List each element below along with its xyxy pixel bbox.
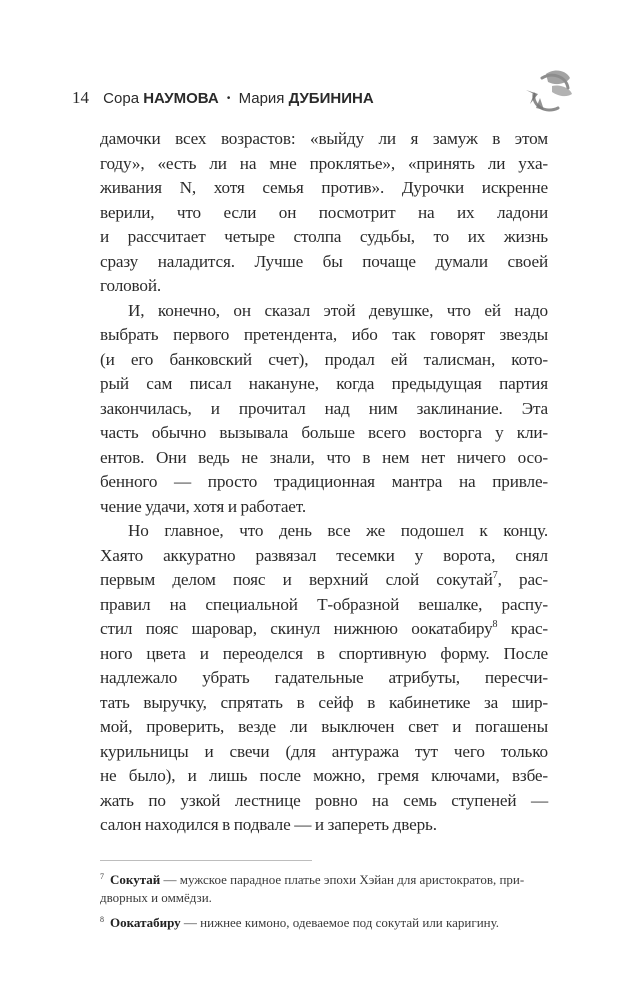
footnote-8 (100, 911, 548, 932)
text-line: не было), и лишь после можно, гремя ключами, взбе- (100, 766, 548, 785)
page-content (100, 127, 548, 932)
text-line: курильницы и свечи (для антуража тут чего только (100, 741, 548, 761)
koi-fish-emblem-icon (522, 64, 574, 116)
text-line: верили, что если он посмотрит на их ладони (100, 202, 548, 222)
text-line: бенного — просто традиционная мантра на привле- (100, 472, 548, 491)
author1-last-name: НАУМОВА (143, 90, 219, 107)
text-line: мой, проверить, везде ли выключен свет и погашены (100, 717, 548, 736)
footnote-line (100, 911, 548, 932)
footnote-term: Сокутай (110, 871, 161, 887)
footnote-7 (100, 868, 548, 907)
footnote-text: — мужское парадное платье эпохи Хэйан для аристократов, при- (160, 871, 525, 887)
text-line: Хаято аккуратно развязал тесемки у ворота, снял (100, 545, 548, 565)
paragraph-start-line: И, конечно, он сказал этой девушке, что ей надо (128, 300, 548, 320)
body-text (100, 127, 548, 838)
footnotes (100, 868, 548, 932)
text-line: правил на специальной Т-образной вешалке, распу- (100, 594, 548, 614)
text-line-with-footnote (100, 617, 548, 642)
text-line: салон находился в подвале — и запереть дверь. (100, 815, 437, 834)
text-line: закончилась, и прочитал над ним заклинание. Эта (100, 398, 548, 418)
text-segment: первым делом пояс и верхний слой сокутай (100, 570, 493, 589)
footnote-mark: 7 (100, 871, 104, 881)
text-line: году», «есть ли на мне проклятье», «принять ли уха- (100, 153, 548, 173)
footnote-mark: 8 (100, 914, 104, 924)
text-line: и рассчитает четыре столпа судьбы, то их жизнь (100, 227, 548, 246)
text-line: надлежало убрать гадательные атрибуты, пересчи- (100, 668, 548, 687)
text-segment: , рас- (497, 570, 548, 589)
text-line: ентов. Они ведь не знали, что в нем нет ничего осо- (100, 447, 548, 467)
footnote-ref-8[interactable]: 8 (492, 619, 498, 630)
text-line: сразу наладится. Лучше бы почаще думали своей (100, 251, 548, 271)
text-line: чение удачи, хотя и работает. (100, 496, 306, 516)
footnote-text: — нижнее кимоно, одеваемое под сокутай или каригину. (180, 914, 500, 930)
text-segment: стил пояс шаровар, скинул нижнюю оокатабиру (100, 619, 493, 638)
page-number: 14 (72, 88, 89, 107)
author-separator: • (226, 93, 231, 104)
footnote-term: Оокатабиру (110, 914, 181, 930)
author2-first-name: Мария (238, 90, 285, 107)
text-line-with-footnote (100, 568, 548, 593)
text-segment: крас- (497, 619, 549, 638)
footnote-line (100, 868, 548, 889)
footnote-divider (100, 860, 312, 861)
text-line: часть обычно вызывала больше всего восторга у кли- (100, 423, 548, 442)
text-line: головой. (100, 276, 162, 295)
text-line: жать по узкой лестнице ровно на семь ступеней — (100, 790, 548, 810)
text-line: ного цвета и переоделся в спортивную форму. После (100, 643, 548, 663)
paragraph-start-line: Но главное, что день все же подошел к концу. (128, 521, 548, 540)
text-line: выбрать первого претендента, ибо так говорят звезды (100, 325, 548, 344)
text-line: тать выручку, спрятать в сейф в кабинетике за шир- (100, 692, 548, 712)
text-line: живания N, хотя семья против». Дурочки искренне (100, 178, 548, 197)
footnote-text: дворных и оммёдзи. (100, 889, 212, 905)
text-line: рый сам писал накануне, когда предыдущая партия (100, 374, 548, 393)
text-line: (и его банковский счет), продал ей талисман, кото- (100, 349, 548, 369)
running-header (72, 88, 374, 108)
footnote-ref-7[interactable]: 7 (492, 570, 498, 581)
text-line: дамочки всех возрастов: «выйду ли я замуж в этом (100, 129, 548, 148)
author2-last-name: ДУБИНИНА (288, 90, 374, 107)
author1-first-name: Сора (103, 90, 140, 107)
